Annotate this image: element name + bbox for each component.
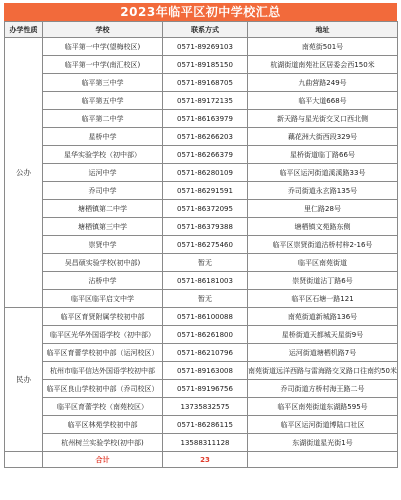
table-row — [5, 380, 398, 398]
contact-cell: 0571-86210796 — [163, 344, 248, 362]
table-row — [5, 218, 398, 236]
table-row — [5, 344, 398, 362]
address-cell: 临平区石塘一路121 — [248, 290, 398, 308]
table-row — [5, 146, 398, 164]
contact-cell: 0571-89172135 — [163, 92, 248, 110]
header-nature: 办学性质 — [5, 22, 43, 38]
contact-cell: 0571-86286115 — [163, 416, 248, 434]
address-cell: 乔司街道永玄路135号 — [248, 182, 398, 200]
sheet-title: 2023年临平区初中学校汇总 — [4, 3, 397, 21]
contact-cell: 0571-89269103 — [163, 38, 248, 56]
school-name-cell: 运河中学 — [43, 164, 163, 182]
table-row — [5, 398, 398, 416]
school-name-cell: 临平区林苑学校初中部 — [43, 416, 163, 434]
table-row — [5, 434, 398, 452]
school-name-cell: 星华实验学校（初中部） — [43, 146, 163, 164]
contact-cell: 0571-86280109 — [163, 164, 248, 182]
table-row — [5, 182, 398, 200]
table-row — [5, 92, 398, 110]
table-row — [5, 236, 398, 254]
contact-cell: 暂无 — [163, 254, 248, 272]
table-row — [5, 164, 398, 182]
school-name-cell: 临平第三中学 — [43, 74, 163, 92]
total-empty — [248, 452, 398, 468]
contact-cell: 0571-89185150 — [163, 56, 248, 74]
total-label: 合计 — [43, 452, 163, 468]
table-row — [5, 308, 398, 326]
school-table — [4, 21, 398, 468]
table-row — [5, 38, 398, 56]
contact-cell: 0571-86266203 — [163, 128, 248, 146]
table-body — [5, 38, 398, 452]
address-cell: 临平区南苑街道东湖路595号 — [248, 398, 398, 416]
school-name-cell: 崇贤中学 — [43, 236, 163, 254]
school-name-cell: 杭州市临平信达外国语学校初中部 — [43, 362, 163, 380]
total-value: 23 — [163, 452, 248, 468]
address-cell: 临平区运河街道溪溪路33号 — [248, 164, 398, 182]
contact-cell: 0571-89163008 — [163, 362, 248, 380]
address-cell: 里仁路28号 — [248, 200, 398, 218]
contact-cell: 0571-86181003 — [163, 272, 248, 290]
school-name-cell: 临平第二中学 — [43, 110, 163, 128]
table-row — [5, 254, 398, 272]
contact-cell: 0571-89168705 — [163, 74, 248, 92]
contact-cell: 0571-86100088 — [163, 308, 248, 326]
school-name-cell: 临平第五中学 — [43, 92, 163, 110]
table-row — [5, 74, 398, 92]
address-cell: 崇贤街道沾丁路6号 — [248, 272, 398, 290]
table-row — [5, 272, 398, 290]
address-cell: 临平区运河街道博陆口社区 — [248, 416, 398, 434]
contact-cell: 0571-86261800 — [163, 326, 248, 344]
total-spacer — [5, 452, 43, 468]
contact-cell: 0571-89196756 — [163, 380, 248, 398]
header-address: 地址 — [248, 22, 398, 38]
group-label: 民办 — [5, 308, 43, 452]
school-name-cell: 临平区育蕾学校初中部（运河校区） — [43, 344, 163, 362]
address-cell: 藕花洲大街西段329号 — [248, 128, 398, 146]
school-name-cell: 沾桥中学 — [43, 272, 163, 290]
school-name-cell: 临平区育贤附属学校初中部 — [43, 308, 163, 326]
table-row — [5, 128, 398, 146]
table-row — [5, 290, 398, 308]
address-cell: 临平大道668号 — [248, 92, 398, 110]
table-row — [5, 110, 398, 128]
contact-cell: 0571-86266379 — [163, 146, 248, 164]
address-cell: 南苑街道远洋西路与雷海路交叉路口往南约50米 — [248, 362, 398, 380]
address-cell: 塘栖镇文苑路东侧 — [248, 218, 398, 236]
address-cell: 南苑街道新城路136号 — [248, 308, 398, 326]
table-row — [5, 362, 398, 380]
school-name-cell: 临平区光华外国语学校（初中部） — [43, 326, 163, 344]
address-cell: 星桥街道临丁路66号 — [248, 146, 398, 164]
table-row — [5, 326, 398, 344]
school-name-cell: 杭州树兰实验学校(初中部) — [43, 434, 163, 452]
school-name-cell: 吴昌硕实验学校(初中部) — [43, 254, 163, 272]
total-row — [5, 452, 398, 468]
contact-cell: 13588311128 — [163, 434, 248, 452]
header-school: 学校 — [43, 22, 163, 38]
address-cell: 南苑街501号 — [248, 38, 398, 56]
school-name-cell: 临平区良山学校初中部（乔司校区） — [43, 380, 163, 398]
contact-cell: 0571-86275460 — [163, 236, 248, 254]
contact-cell: 暂无 — [163, 290, 248, 308]
table-row — [5, 200, 398, 218]
address-cell: 运河街道塘栖机路7号 — [248, 344, 398, 362]
address-cell: 九曲营路249号 — [248, 74, 398, 92]
contact-cell: 0571-86291591 — [163, 182, 248, 200]
address-cell: 新天路与星光街交叉口西北侧 — [248, 110, 398, 128]
address-cell: 临平区南苑街道 — [248, 254, 398, 272]
contact-cell: 13735832575 — [163, 398, 248, 416]
address-cell: 乔司街道方桥村海王路二号 — [248, 380, 398, 398]
header-row — [5, 22, 398, 38]
school-name-cell: 临平第一中学(南汇校区) — [43, 56, 163, 74]
group-label: 公办 — [5, 38, 43, 308]
school-name-cell: 临平第一中学(望梅校区) — [43, 38, 163, 56]
table-row — [5, 416, 398, 434]
contact-cell: 0571-86379388 — [163, 218, 248, 236]
school-name-cell: 塘栖镇第二中学 — [43, 200, 163, 218]
address-cell: 临平区崇贤街道沽桥村梓2-16号 — [248, 236, 398, 254]
school-name-cell: 星桥中学 — [43, 128, 163, 146]
school-name-cell: 乔司中学 — [43, 182, 163, 200]
table-row — [5, 56, 398, 74]
school-name-cell: 临平区育蕾学校（南苑校区） — [43, 398, 163, 416]
header-contact: 联系方式 — [163, 22, 248, 38]
school-name-cell: 塘栖镇第三中学 — [43, 218, 163, 236]
school-summary-sheet — [4, 3, 397, 468]
address-cell: 星桥街道天都城天星街9号 — [248, 326, 398, 344]
address-cell: 杭湖街道南苑社区居委会西150米 — [248, 56, 398, 74]
contact-cell: 0571-86372095 — [163, 200, 248, 218]
school-name-cell: 临平区临平启文中学 — [43, 290, 163, 308]
contact-cell: 0571-86163979 — [163, 110, 248, 128]
address-cell: 东湖街道星光街1号 — [248, 434, 398, 452]
